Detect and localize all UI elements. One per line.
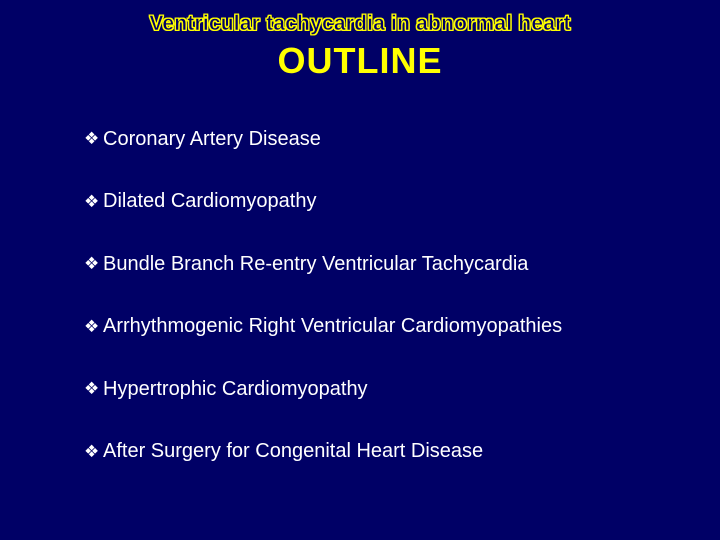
list-item <box>84 372 562 406</box>
list-item <box>84 247 562 281</box>
slide-title: Ventricular tachycardia in abnormal heart <box>149 12 571 35</box>
diamond-bullet-icon: ❖ <box>84 129 100 149</box>
bullet-text: Hypertrophic Cardiomyopathy <box>103 377 368 400</box>
list-item <box>84 435 562 469</box>
bullet-text: Arrhythmogenic Right Ventricular Cardiomyopathies <box>103 315 563 337</box>
list-item <box>84 310 562 344</box>
bullet-text: Coronary Artery Disease <box>103 127 321 150</box>
bullet-text: Dilated Cardiomyopathy <box>103 190 317 212</box>
bullet-text: After Surgery for Congenital Heart Disease <box>103 440 484 462</box>
list-item <box>84 122 562 156</box>
bullet-text: Bundle Branch Re-entry Ventricular Tachycardia <box>103 252 529 275</box>
list-item <box>84 185 562 219</box>
diamond-bullet-icon: ❖ <box>84 379 100 399</box>
diamond-bullet-icon: ❖ <box>84 441 100 462</box>
diamond-bullet-icon: ❖ <box>84 254 100 274</box>
diamond-bullet-icon: ❖ <box>84 191 100 212</box>
diamond-bullet-icon: ❖ <box>84 316 100 337</box>
bullet-list <box>84 122 562 497</box>
slide-subtitle: OUTLINE <box>277 40 443 81</box>
